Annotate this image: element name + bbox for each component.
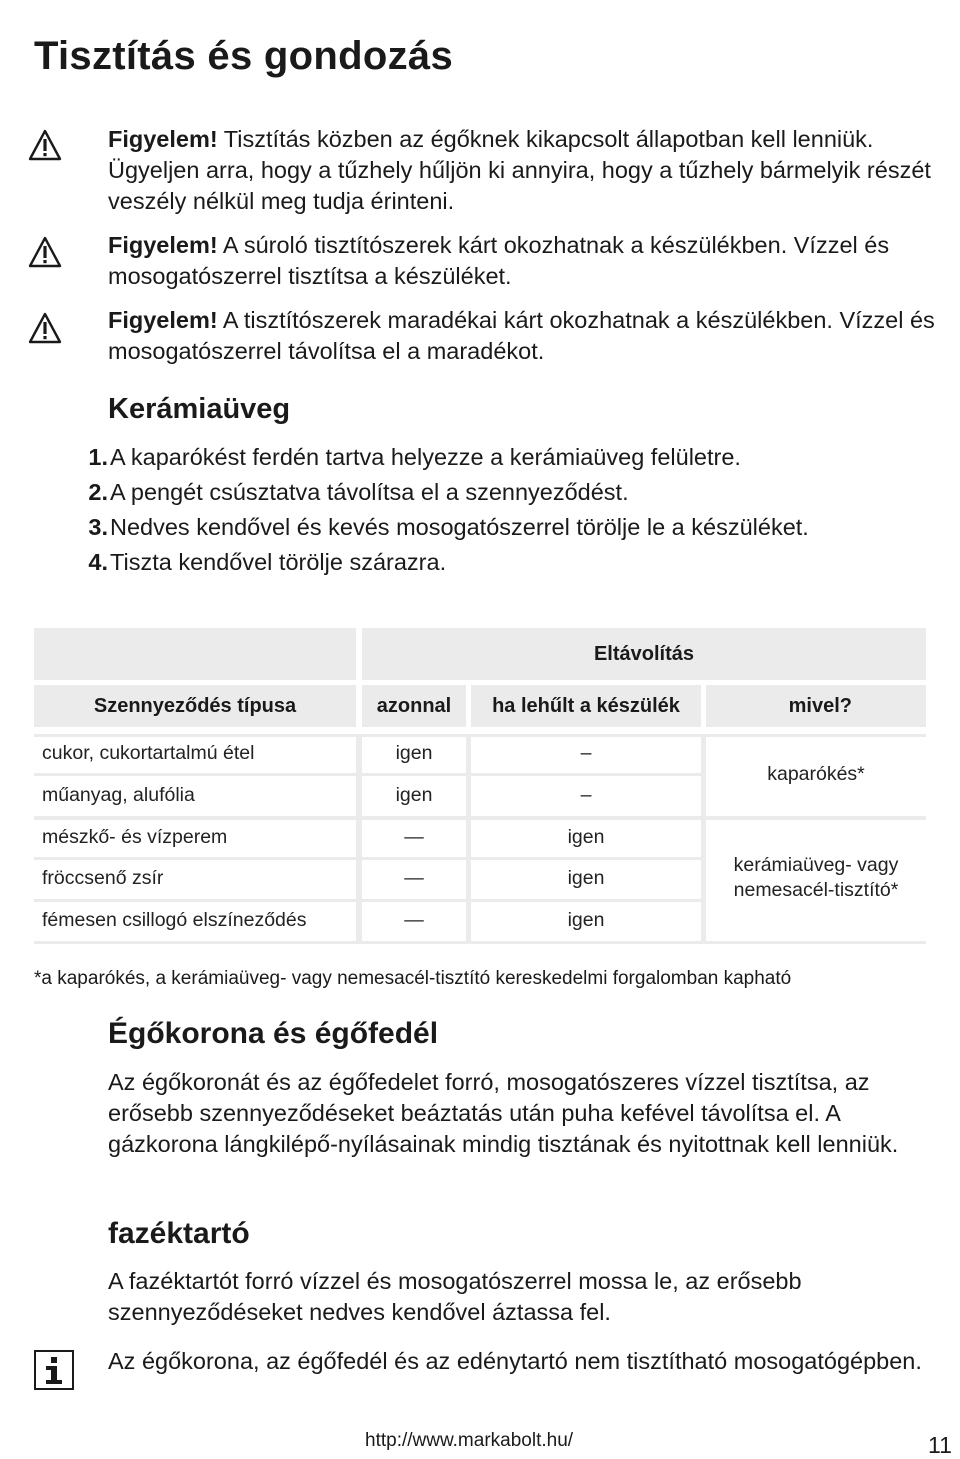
table-cell: – — [580, 742, 592, 764]
table-cell: fémesen csillogó elszíneződés — [42, 909, 307, 931]
warning-icon — [28, 128, 62, 162]
row-divider — [34, 773, 706, 776]
ceramic-steps — [80, 440, 940, 580]
list-item: 4. Tiszta kendővel törölje szárazra. — [88, 549, 447, 575]
table-col-header: ha lehűlt a készülék — [492, 695, 680, 717]
info-icon — [34, 1350, 74, 1390]
table-cell: fröccsenő zsír — [42, 867, 164, 889]
table-cell: kaparókés* — [767, 763, 865, 785]
table-cell: mészkő- és vízperem — [42, 826, 228, 848]
table-cell: — — [404, 867, 424, 889]
table-cell: nemesacél-tisztító* — [733, 879, 899, 901]
table-cell: — — [404, 909, 424, 931]
table-cell: — — [404, 826, 424, 848]
ceramic-heading: Kerámiaüveg — [108, 393, 291, 425]
table-footnote: *a kaparókés, a kerámiaüveg- vagy nemesacél-tisztító kereskedelmi forgalomban kapható — [34, 968, 792, 989]
row-divider — [34, 734, 926, 737]
warning-text-2: Figyelem! A súroló tisztítószerek kárt okozhatnak a készülékben. Vízzel és mosogatószerrel tisztítsa a készüléket. — [108, 232, 890, 289]
table-cell: igen — [395, 784, 433, 806]
table-cell: kerámiaüveg- vagy — [733, 854, 899, 876]
info-note-text: Az égőkorona, az égőfedél és az edénytartó nem tisztítható mosogatógépben. — [108, 1348, 922, 1374]
table-cell: igen — [567, 909, 605, 931]
row-divider — [34, 816, 926, 820]
list-item: 1. A kaparókést ferdén tartva helyezze a kerámiaüveg felületre. — [88, 444, 741, 470]
table-cell: cukor, cukortartalmú étel — [42, 742, 255, 764]
list-item: 2. A pengét csúsztatva távolítsa el a szennyeződést. — [88, 479, 629, 505]
table-cell: – — [580, 784, 592, 806]
table-header-cell — [34, 628, 356, 680]
table-cell: igen — [567, 867, 605, 889]
warning-text-1: Figyelem! Tisztítás közben az égőknek kikapcsolt állapotban kell lenniük. Ügyeljen arra, hogy a tűzhely hűljön ki annyira, hogy a tűzhely bármelyik részét veszély nélkül meg tudja érinteni. — [108, 126, 931, 214]
pot-heading: fazéktartó — [108, 1217, 250, 1250]
table-cell: igen — [567, 826, 605, 848]
burner-text: Az égőkoronát és az égőfedelet forró, mosogatószeres vízzel tisztítsa, az erősebb szennyeződéseket beáztatás után puha kefével távolítsa el. A gázkorona lángkilépő-nyílásainak mindig tisztának és nyitottnak kell lenniük. — [108, 1069, 899, 1157]
footer-link[interactable]: http://www.markabolt.hu/ — [365, 1430, 574, 1451]
table-group-header: Eltávolítás — [593, 643, 695, 665]
row-divider — [34, 857, 706, 860]
table-cell: műanyag, alufólia — [42, 784, 195, 806]
warning-icon — [28, 235, 62, 269]
page-title: Tisztítás és gondozás — [34, 34, 453, 78]
table-col-header: mivel? — [788, 695, 852, 717]
warning-icon — [28, 311, 62, 345]
list-item: 3. Nedves kendővel és kevés mosogatószerrel törölje le a készüléket. — [88, 514, 809, 540]
table-col-header: Szennyeződés típusa — [93, 695, 297, 717]
table-cell: igen — [395, 742, 433, 764]
warning-text-3: Figyelem! A tisztítószerek maradékai kárt okozhatnak a készülékben. Vízzel és mosogatószerrel távolítsa el a maradékot. — [108, 307, 935, 364]
table-col-header: azonnal — [376, 695, 452, 717]
pot-text: A fazéktartót forró vízzel és mosogatószerrel mossa le, az erősebb szennyeződéseket nedves kendővel áztassa fel. — [108, 1268, 802, 1325]
row-divider — [34, 899, 706, 902]
page-number: 11 — [928, 1432, 952, 1458]
burner-heading: Égőkorona és égőfedél — [108, 1017, 439, 1050]
row-divider — [34, 941, 926, 944]
